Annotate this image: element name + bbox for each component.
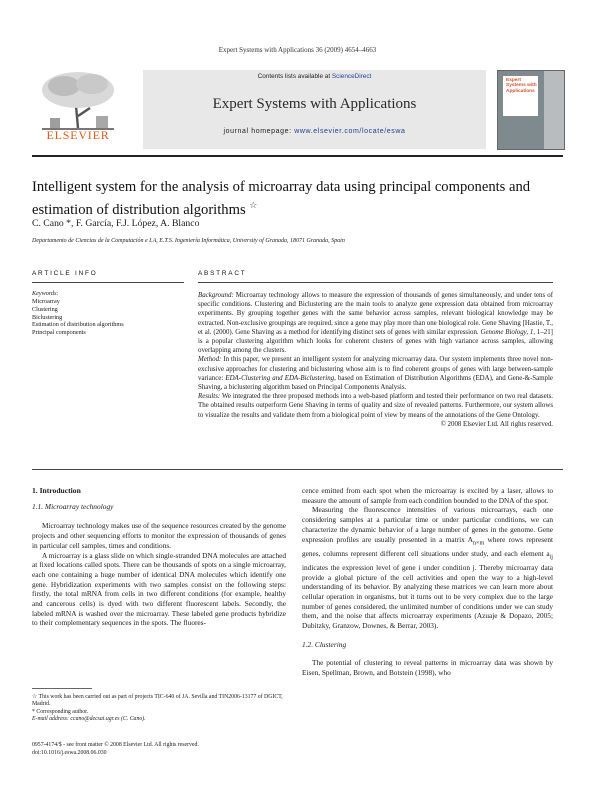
background-citation: Genome Biology, 1, <box>480 328 536 336</box>
article-info-rule <box>32 282 184 283</box>
doi-line[interactable]: doi:10.1016/j.eswa.2008.06.030 <box>32 750 107 756</box>
homepage-prefix: journal homepage: <box>223 128 295 135</box>
body-right-column <box>302 486 553 678</box>
keyword-item: Principal components <box>32 329 86 337</box>
footnote-funding: ☆ This work has been carried out as part of projects TIC-640 of JA. Sevilla and TIN2006-13177 of DGICT, Madrid. <box>32 694 283 708</box>
body-paragraph <box>302 505 553 630</box>
matrix-subscript: n×m <box>473 539 485 546</box>
abstract-bottom-rule <box>32 469 563 470</box>
abstract-background <box>198 291 553 355</box>
footnote-corresponding: * Corresponding author. <box>32 708 89 715</box>
subsection-heading-microarray: 1.1. Microarray technology <box>32 501 114 511</box>
journal-name: Expert Systems with Applications <box>212 96 417 112</box>
paragraph-part: indicates the expression level of gene i under condition j. Thereby microarray data provide a global picture of the cell activities and open the way to a high-level understanding of its behavior. By analyzing these matrices we can learn more about cellular operation in organisms, but it turns out to be very complex due to the large number of genes considered, the unlimited number of conditions under we can study them, and the noise that affects microarray experiments (Azuaje & Dopazo, 2005; Dubitzky, Granzow, Downes, & Berrar, 2003). <box>302 562 553 631</box>
abstract-body <box>198 291 553 429</box>
footnote-rule <box>32 688 92 689</box>
method-text-a: In this paper, we present an intelligent system for analyzing microarray data. Our system implements three novel non-exclusive approaches for clustering and biclustering whose aim is to find coherent groups of genes with large between-sample variance: <box>198 356 553 382</box>
keywords-label: Keywords: <box>32 290 59 297</box>
issn-line: 0957-4174/$ - see front matter © 2008 Elsevier Ltd. All rights reserved. <box>32 742 199 748</box>
results-label: Results: <box>198 393 221 401</box>
cover-title: Expert Systems with Applications <box>506 78 537 94</box>
section-heading-introduction: 1. Introduction <box>32 486 81 495</box>
contents-line <box>143 73 486 80</box>
title-footnote-mark[interactable]: ☆ <box>249 200 258 210</box>
article-info-heading: ARTICLE INFO <box>32 270 98 277</box>
background-tail: 1–21] is a popular clustering algorithm which looks for coherent clusters of genes with high variance across samples, allowing overlapping among the clusters. <box>198 328 553 355</box>
article-title <box>32 178 563 219</box>
body-paragraph: Microarray technology makes use of the sequence resources created by the genome projects and other sequencing efforts to monitor the expression of thousands of genes in particular cell samples, times and conditions. <box>32 521 286 550</box>
abstract-rule <box>198 282 553 283</box>
article-title-text: Intelligent system for the analysis of microarray data using principal components and estimation of distribution algorithms <box>32 179 531 218</box>
abstract-results <box>198 392 553 420</box>
running-head: Expert Systems with Applications 36 (2009) 4654–4663 <box>218 46 377 54</box>
abstract-copyright: © 2008 Elsevier Ltd. All rights reserved. <box>440 420 553 428</box>
affiliation: Departamento de Ciencias de la Computación e I.A, E.T.S. Ingeniería Informática, University of Granada, 18071 Granada, Spain <box>32 238 345 244</box>
method-label: Method: <box>198 356 222 364</box>
body-left-column <box>32 486 286 628</box>
keyword-list <box>32 298 124 337</box>
body-paragraph: cence emitted from each spot when the microarray is excited by a laser, allows to measure the amount of sample from each condition bounded to the DNA of the spot. <box>302 486 553 505</box>
keyword-item: Microarray <box>32 298 60 305</box>
journal-cover-thumbnail <box>497 70 565 150</box>
abstract-method <box>198 355 553 392</box>
body-paragraph: The potential of clustering to reveal patterns in microarray data was shown by Eisen, Spellman, Brown, and Botstein (1998), who <box>302 658 553 678</box>
body-paragraph: A microarray is a glass slide on which single-stranded DNA molecules are attached at fixed locations called spots. There can be thousands of spots on a single microarray, each one containing a huge number of identical DNA molecules which identify one gene. Hybridization experiments with two samples consist on the following steps: firstly, the total mRNA from cells in two different conditions (for example, healthy and cancerous cells) is dyed with two different fluorescent labels. Secondly, the labeled mRNA is washed over the microarray. These labeled gene products hybridize to their complementary sequences in the spots. The fluores- <box>32 550 286 628</box>
paragraph-part: where rows represent genes, columns represent different cell situations under study, and each element a <box>302 534 553 558</box>
keyword-item: Biclustering <box>32 313 63 321</box>
background-text: Microarray technology allows to measure the expression of thousands of genes simultaneously, and under tens of specific conditions. Clustering and Biclustering are the main tools to analyze gene expression data obtained from microarray experiments. By grouping together genes with the same behavior across samples, relevant biological knowledge may be extracted. Non-exclusive groupings are required, since a gene may play more than one biological role. Gene Shaving [Hastie, T., et al. (2000). Gene Shaving as a method for identifying distinct sets of genes with similar expression. <box>198 292 553 336</box>
method-emphasis: EDA-Clustering and EDA-Biclustering <box>225 374 335 382</box>
publisher-wordmark: ELSEVIER <box>46 128 110 142</box>
keyword-item: Estimation of distribution algorithms <box>32 321 124 329</box>
method-text-b: , based on Estimation of Distribution Algorithms (EDA), and Gene-&-Sample Shaving, a biclustering algorithm based on Principal Components Analysis. <box>198 374 553 392</box>
abstract-heading: ABSTRACT <box>198 270 247 277</box>
footnote-email[interactable]: E-mail address: ccano@decsai.ugr.es (C. Cano). <box>32 716 146 723</box>
journal-homepage-line <box>143 128 486 135</box>
element-subscript: ij <box>549 554 553 561</box>
footnotes <box>32 694 286 724</box>
masthead-rule <box>32 155 563 157</box>
results-text: We integrated the three proposed methods into a web-based platform and tested their performance on two real datasets. The obtained results outperform Gene Shaving in terms of quality and size of revealed patterns. Furthermore, our system allows to visualize the results and validate them from a biological point of view by means of the annotations of the Gene Ontology. <box>198 393 553 419</box>
sciencedirect-link[interactable]: ScienceDirect <box>331 73 372 80</box>
subsection-heading-clustering: 1.2. Clustering <box>302 639 347 649</box>
journal-homepage-link[interactable]: www.elsevier.com/locate/eswa <box>294 128 406 135</box>
keyword-item: Clustering <box>32 305 58 313</box>
background-label: Background: <box>198 292 234 299</box>
cover-stripe <box>544 71 564 149</box>
contents-prefix: Contents lists available at <box>257 73 332 80</box>
publication-info <box>32 741 332 757</box>
paragraph-part: Measuring the fluorescence intensities of various microarrays, each one considering samples at a particular time or under particular conditions, we can characterize the dynamic behavior of a large number of genes in the genome. Gene expression profiles are usually presented in a matrix A <box>302 505 553 544</box>
author-list: C. Cano *, F. García, F.J. López, A. Blanco <box>32 218 200 229</box>
